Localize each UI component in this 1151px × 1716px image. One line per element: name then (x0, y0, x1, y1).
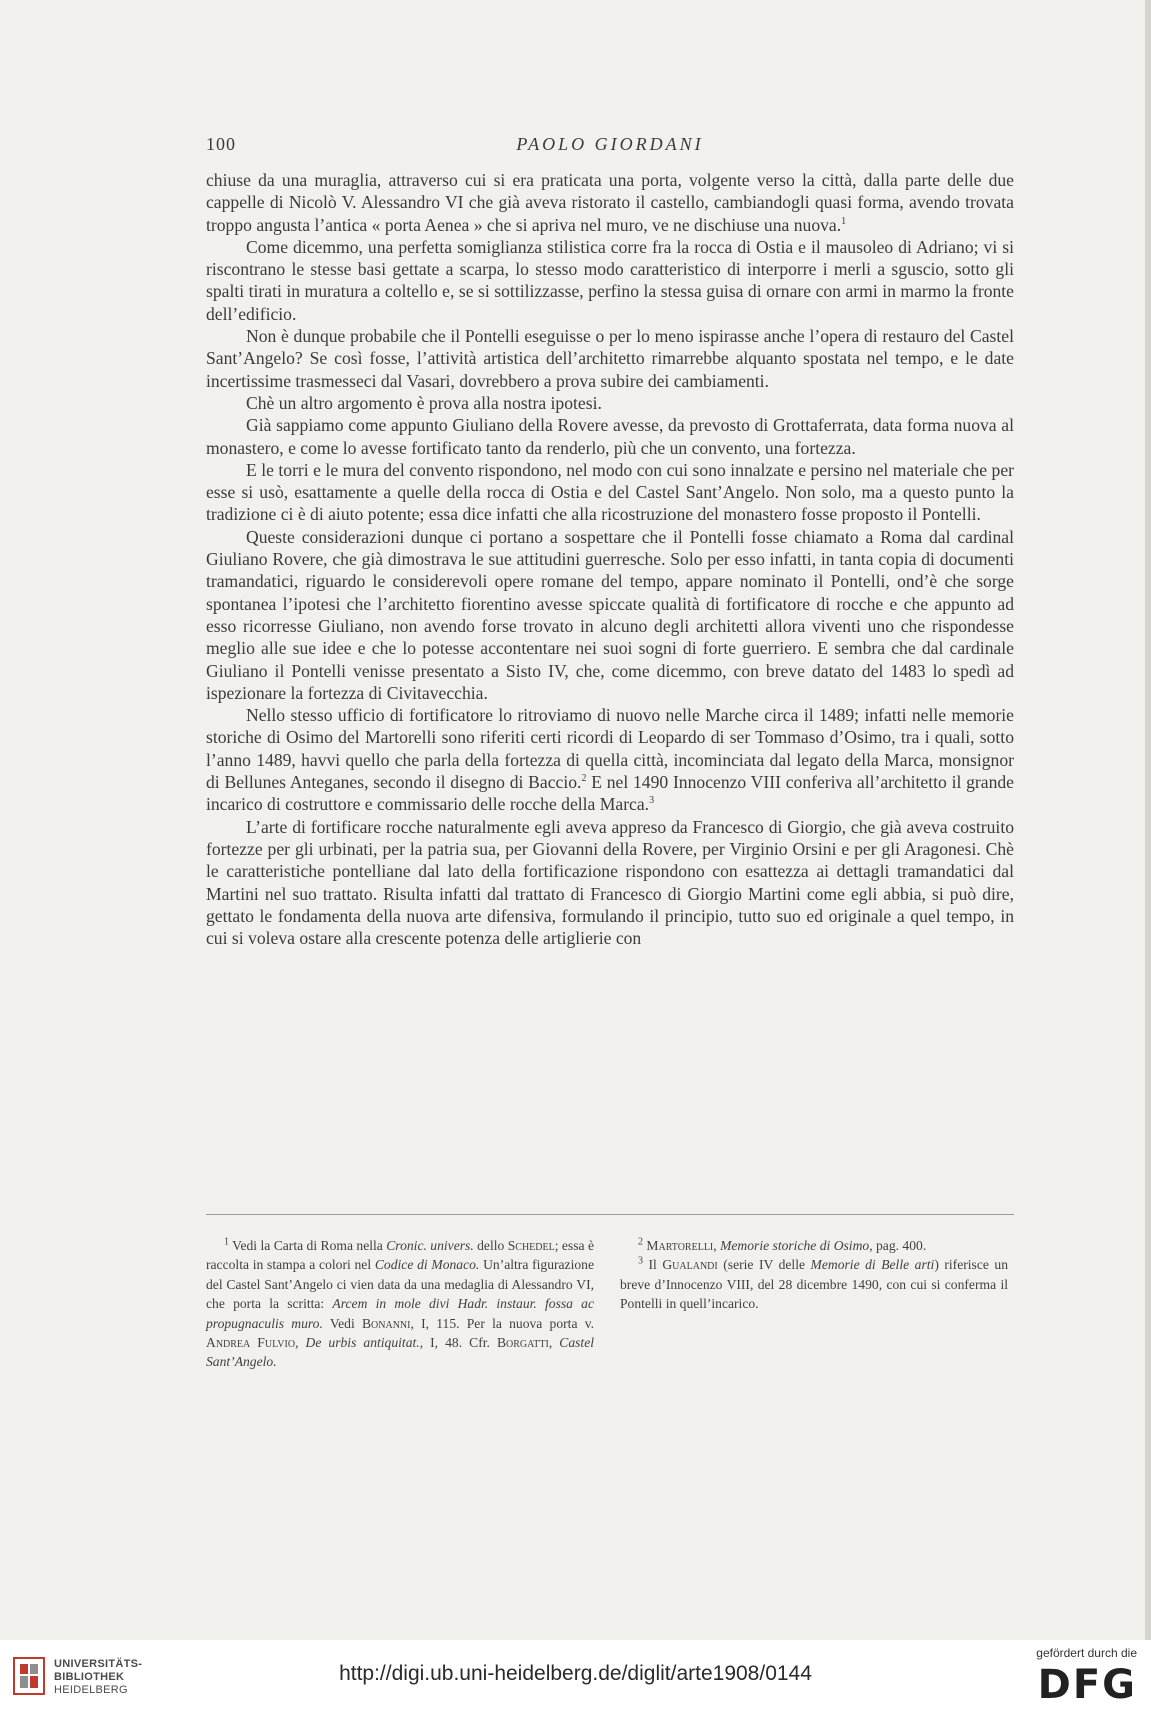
footnote-text: Vedi (322, 1315, 362, 1331)
paragraph (206, 816, 1014, 950)
paragraph-text: Chè un altro argomento è prova alla nostra ipotesi. (246, 392, 602, 413)
permalink-url[interactable]: http://digi.ub.uni-heidelberg.de/diglit/arte1908/0144 (339, 1662, 812, 1685)
paragraph-text: Come dicemmo, una perfetta somiglianza stilistica corre fra la rocca di Ostia e il mausoleo di Adriano; vi si riscontrano le stesse basi gettate a scarpa, lo stesso modo caratteristico di interporre i merli a sguscio, sotto gli spalti tirati in muratura a coltello e, se si sottilizzasse, perfino la stessa guisa di ornare con armi in marmo la fronte dell’edificio. (206, 236, 1014, 324)
footnote-text: Il (643, 1257, 663, 1273)
footnote-text: , (295, 1335, 306, 1351)
paragraph-text: chiuse da una muraglia, attraverso cui si era praticata una porta, volgente verso la città, dalla parte delle due cappelle di Nicolò V. Alessandro VI che già aveva ristorato il castello, cambiandogli quasi forma, avendo trovata troppo angusta l’antica « porta Aenea » che si apriva nel muro, ve ne dischiuse una nuova. (206, 170, 1014, 235)
footnote-text: Castel Sant’Angelo. (206, 1335, 595, 1370)
footnote-text: Arcem in mole divi Hadr. instaur. fossa ac propugnaculis muro. (206, 1296, 594, 1331)
footnote-text: Cronic. univers. (386, 1238, 474, 1253)
footnote-ref[interactable]: 1 (841, 215, 847, 227)
footnote-text: Bonanni (361, 1315, 411, 1331)
footnote-text: Borgatti (496, 1335, 549, 1351)
digitization-footer (0, 1640, 1151, 1716)
paragraph (206, 459, 1014, 526)
footnote-text: , I, 48. Cfr. (419, 1335, 497, 1351)
paragraph-text: L’arte di fortificare rocche naturalmente egli aveva appreso da Francesco di Giorgio, che già aveva costruito fortezze per gli urbinati, per la patria sua, per Giovanni della Rovere, per Virginio Orsini e per gli Aragonesi. Chè le caratteristiche pontelliane dal lato della fortificazione rispondono con esattezza ai dettagli tramandatici dal Martini nel suo trattato. Risulta infatti dal trattato di Francesco di Giorgio Martini come egli abbia, si può dire, gettato le fondamenta della nuova arte difensiva, formulando il principio, tutto suo ed originale a quel tempo, in cui si voleva ostare alla crescente potenza delle artiglierie con (206, 816, 1014, 949)
footnote-ref[interactable]: 2 (581, 773, 587, 785)
footnote-mark: 2 (638, 1236, 643, 1248)
page-edge (1145, 0, 1151, 1690)
paragraph-text: Queste considerazioni dunque ci portano a sospettare che il Pontelli fosse chiamato a Roma dal cardinal Giuliano Rovere, che già dimostrava le sue attitudini guerresche. Solo per esso infatti, in tanta copia di documenti tramandatici, riguardo le considerevoli opere romane del tempo, appare nominato il Pontelli, ond’è che sorge spontanea l’ipotesi che l’architetto fiorentino avesse spiccate qualità di fortificatore di rocche e che appunto ad esso ricorresse Giuliano, non avendo forse trovato in alcuno degli architetti allora viventi uno che rispondesse meglio alle sue idee e che lo potesse accontentare nei suoi sogni di forte guerriero. E sembra che dal cardinale Giuliano il Pontelli venisse presentato a Sisto IV, che, come dicemmo, con breve datato del 1483 lo spedì ad ispezionare la fortezza di Civitavecchia. (206, 526, 1014, 703)
sponsor-tag: gefördert durch die (1036, 1646, 1137, 1660)
footnote-2 (620, 1236, 1008, 1255)
paragraph (206, 704, 1014, 815)
paragraph-text: Già sappiamo come appunto Giuliano della Rovere avesse, da prevosto di Grottaferrata, data forma nuova al monastero, e come lo avesse fortificato tanto da renderlo, più che un convento, una fortezza. (206, 415, 1014, 458)
library-name-line: BIBLIOTHEK (54, 1671, 125, 1683)
footnote-column-right (620, 1236, 1008, 1314)
footnote-mark: 1 (224, 1236, 229, 1248)
footnote-ref[interactable]: 3 (649, 795, 655, 807)
paragraph (206, 392, 1014, 414)
footnote-text: ; essa è raccolta in stampa a colori nel (206, 1238, 594, 1273)
footnote-text: dello (473, 1238, 508, 1253)
footnote-text: Un’altra figurazione del Castel Sant’Angelo ci vien data da una medaglia di Alessandro VI, che porta la scritta: (206, 1257, 594, 1312)
footnote-text: (serie IV delle (717, 1257, 811, 1273)
paragraph-text: E nel 1490 Innocenzo VIII conferiva all’architetto il grande incarico di costruttore e commissario delle rocche della Marca. (206, 772, 1014, 815)
paragraph (206, 526, 1014, 704)
paragraph (206, 325, 1014, 392)
sponsor (1017, 1646, 1137, 1708)
footnote-text: Andrea Fulvio (206, 1335, 296, 1351)
footnote-divider (206, 1214, 1014, 1215)
footnote-text: Martorelli (643, 1238, 714, 1253)
footnote-mark: 3 (638, 1255, 643, 1267)
footnote-text: Schedel (507, 1238, 555, 1253)
footnote-text: , (713, 1238, 721, 1253)
paragraph-text: Non è dunque probabile che il Pontelli eseguisse o per lo meno ispirasse anche l’opera di restauro del Castel Sant’Angelo? Se così fosse, l’attività artistica dell’architetto rimarrebbe alquanto spostata nel tempo, e le date incertissime trasmesseci dal Vasari, dovrebbero a prova subire dei cambiamenti. (206, 326, 1014, 391)
footnote-text: Vedi la Carta di Roma nella (229, 1238, 387, 1253)
footnote-text: Memorie di Belle arti (810, 1257, 935, 1273)
footnote-column-left (206, 1236, 594, 1372)
footnote-3 (620, 1255, 1008, 1313)
page-header (206, 134, 1014, 158)
footnote-1 (206, 1236, 594, 1372)
library-name-line: HEIDELBERG (54, 1684, 128, 1696)
dfg-logo: DFG (1037, 1662, 1137, 1708)
footnote-text: Memorie storiche di Osimo (720, 1238, 870, 1253)
footnote-text: , (548, 1335, 560, 1351)
paragraph-text: Nello stesso ufficio di fortificatore lo ritroviamo di nuovo nelle Marche circa il 1489; infatti nelle memorie storiche di Osimo del Martorelli sono riferiti certi ricordi di Leopardo di ser Tommaso d’Osimo, tra i quali, sotto l’anno 1489, havvi quello che parla della fortezza di quella città, incominciata dal legato della Marca, monsignor di Bellunes Anteganes, secondo il disegno di Baccio. (206, 705, 1014, 793)
footnote-text: Gualandi (662, 1257, 718, 1273)
footnote-text: ) riferisce un breve d’Innocenzo VIII, del 28 dicembre 1490, con cui si conferma il Pontelli in quell’incarico. (620, 1257, 1008, 1312)
running-title: PAOLO GIORDANI (516, 134, 704, 154)
main-text (206, 169, 1014, 949)
footnote-text: De urbis antiquitat. (305, 1335, 420, 1351)
paragraph (206, 236, 1014, 325)
library-name-line: UNIVERSITÄTS- (54, 1658, 143, 1670)
paragraph (206, 414, 1014, 459)
footnote-text: Codice di Monaco. (374, 1257, 480, 1273)
paragraph (206, 169, 1014, 236)
page-number: 100 (206, 134, 236, 154)
footnote-text: , I, 115. Per la nuova porta v. (410, 1315, 595, 1331)
footnote-text: , pag. 400. (869, 1238, 927, 1253)
paragraph-text: E le torri e le mura del convento rispondono, nel modo con cui sono innalzate e persino nel materiale che per esse si usò, esattamente a quelle della rocca di Ostia e del Castel Sant’Angelo. Non solo, ma a questo punto la tradizione ci è di aiuto potente; essa dice infatti che alla ricostruzione del monastero fosse proposto il Pontelli. (206, 459, 1014, 525)
